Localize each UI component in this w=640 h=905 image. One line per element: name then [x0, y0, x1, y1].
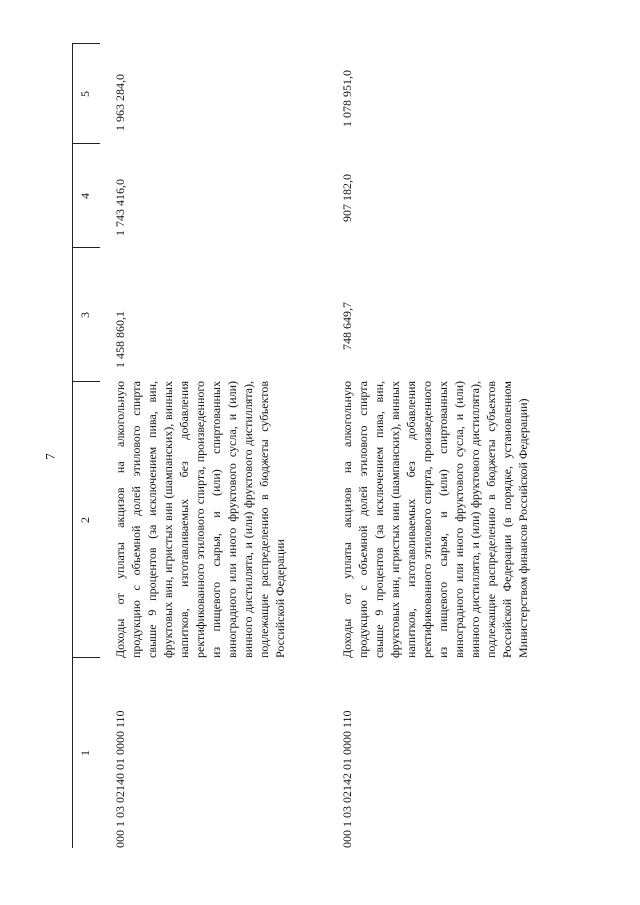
row-value-col4: 907 182,0 [340, 174, 354, 222]
column-header-5: 5 [78, 91, 92, 97]
column-header-2: 2 [78, 517, 92, 523]
budget-table [72, 43, 592, 848]
row-code: 000 1 03 02140 01 0000 110 [113, 710, 127, 848]
column-header-1: 1 [78, 750, 92, 756]
row-value-col5: 1 078 951,0 [340, 70, 354, 127]
column-header-4: 4 [78, 193, 92, 199]
row-value-col3: 1 458 860,1 [113, 311, 127, 368]
row-value-col3: 748 649,7 [340, 302, 354, 350]
table-top-border [72, 43, 73, 848]
row-value-col4: 1 743 416,0 [113, 179, 127, 236]
row-description: Доходы от уплаты акцизов на алкогольную продукцию с объемной долей этилового спирта свыше 9 процентов (за исключением пива, вин, фруктовых вин, игристых вин (шампанских), винных напитков, изготавливаемых без добавления ректификованного этилового спирта, произведенного из пищевого сырья, и (или) спиртованных виноградного или иного фруктового сусла, и (или) винного дистиллята, и (или) фруктового дистиллята), подлежащие распределению в бюджеты субъектов Российской Федерации [113, 381, 287, 658]
row-description: Доходы от уплаты акцизов на алкогольную продукцию с объемной долей этилового спирта свыше 9 процентов (за исключением пива, вин, фруктовых вин, игристых вин (шампанских), винных напитков, изготавливаемых без добавления ректификованного этилового спирта, произведенного из пищевого сырья, и (или) спиртованных виноградного или иного фруктового сусла, и (или) винного дистиллята, и (или) фруктового дистиллята), подлежащие распределению в бюджеты субъектов Российской Федерации (в порядке, установленном Министерством финансов Российской Федерации) [340, 381, 530, 658]
page-number: 7 [42, 453, 58, 460]
column-header-3: 3 [78, 312, 92, 318]
row-value-col5: 1 963 284,0 [113, 74, 127, 131]
row-code: 000 1 03 02142 01 0000 110 [340, 710, 354, 848]
